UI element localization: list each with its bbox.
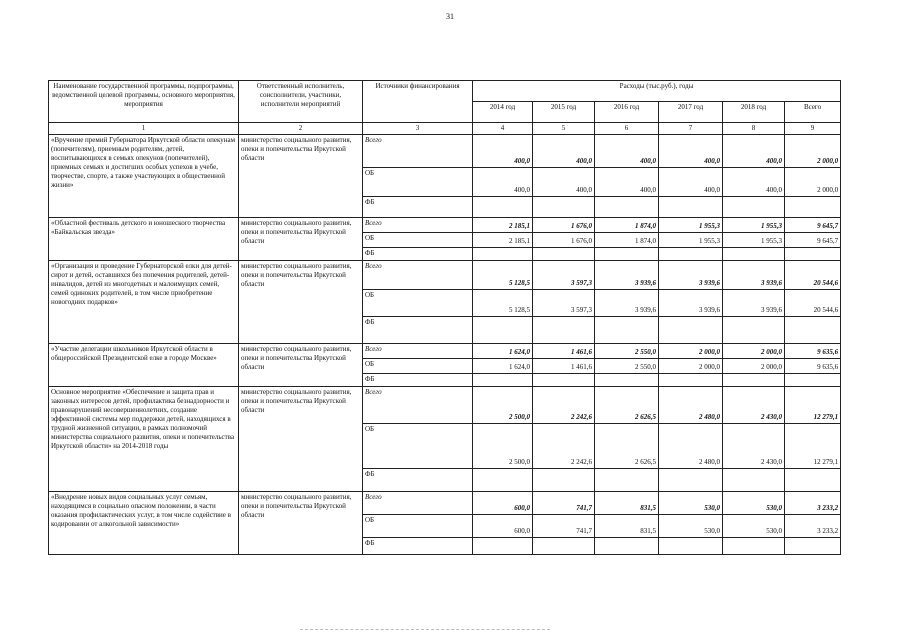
- fb-value: [595, 469, 659, 492]
- fb-value: [659, 374, 723, 387]
- fb-value: [533, 317, 595, 344]
- header-year: 2016 год: [595, 102, 659, 123]
- ob-value: 3 939,6: [723, 290, 785, 317]
- total-value: 9 645,7: [785, 218, 841, 233]
- activity-total-row: [49, 492, 841, 515]
- activity-responsible: министерство социального развития, опеки и попечительства Иркутской области: [239, 218, 363, 261]
- fb-value: [659, 538, 723, 555]
- column-number: 6: [595, 123, 659, 135]
- source-fb-label: ФБ: [363, 197, 473, 218]
- source-fb-label: ФБ: [363, 538, 473, 555]
- total-value: 20 544,6: [785, 261, 841, 290]
- scan-artifact-line: [300, 629, 550, 630]
- total-value: 1 955,3: [723, 218, 785, 233]
- fb-value: [785, 317, 841, 344]
- column-number: 2: [239, 123, 363, 135]
- fb-value: [659, 248, 723, 261]
- ob-value: 2 000,0: [659, 359, 723, 374]
- total-value: 9 635,6: [785, 344, 841, 359]
- fb-value: [533, 469, 595, 492]
- total-value: 2 185,1: [473, 218, 533, 233]
- column-number: 4: [473, 123, 533, 135]
- column-number: 8: [723, 123, 785, 135]
- fb-value: [723, 248, 785, 261]
- total-value: 400,0: [533, 135, 595, 168]
- total-value: 600,0: [473, 492, 533, 515]
- ob-value: 1 955,3: [723, 233, 785, 248]
- column-numbers-row: [49, 123, 841, 135]
- ob-value: 2 000,0: [723, 359, 785, 374]
- ob-value: 530,0: [723, 515, 785, 538]
- ob-value: 2 500,0: [473, 424, 533, 469]
- activity-name: «Организация и проведение Губернаторской елки для детей-сирот и детей, оставшихся без попечения родителей, детей-инвалидов, детей из многодетных и малоимущих семей, семей одиноких родителей, в том числе приобретение новогодних подарков»: [49, 261, 239, 344]
- fb-value: [785, 248, 841, 261]
- fb-value: [473, 248, 533, 261]
- ob-value: 600,0: [473, 515, 533, 538]
- source-ob-label: ОБ: [363, 359, 473, 374]
- total-value: 1 676,0: [533, 218, 595, 233]
- total-value: 400,0: [595, 135, 659, 168]
- total-value: 3 597,3: [533, 261, 595, 290]
- fb-value: [723, 317, 785, 344]
- activity-total-row: [49, 218, 841, 233]
- fb-value: [785, 197, 841, 218]
- column-number: 5: [533, 123, 595, 135]
- activity-total-row: [49, 261, 841, 290]
- total-value: 1 624,0: [473, 344, 533, 359]
- total-value: 530,0: [723, 492, 785, 515]
- source-fb-label: ФБ: [363, 469, 473, 492]
- total-value: 2 480,0: [659, 387, 723, 424]
- activity-name: «Вручение премий Губернатора Иркутской области опекунам (попечителям), приемным родителям, детей, воспитывающихся в семьях опекунов (попечителей), приемных семьях и достигших особых успехов в учебе, творчестве, спорте, а также участвующих в общественной жизни»: [49, 135, 239, 218]
- fb-value: [473, 197, 533, 218]
- ob-value: 400,0: [473, 168, 533, 197]
- expenses-table: [48, 80, 841, 555]
- fb-value: [659, 469, 723, 492]
- source-total-label: Всего: [363, 344, 473, 359]
- ob-value: 3 939,6: [595, 290, 659, 317]
- activity-total-row: [49, 344, 841, 359]
- ob-value: 3 597,3: [533, 290, 595, 317]
- ob-value: 2 430,0: [723, 424, 785, 469]
- ob-value: 12 279,1: [785, 424, 841, 469]
- total-value: 2 000,0: [785, 135, 841, 168]
- header-year: 2018 год: [723, 102, 785, 123]
- total-value: 1 874,0: [595, 218, 659, 233]
- activity-total-row: [49, 135, 841, 168]
- fb-value: [595, 248, 659, 261]
- source-total-label: Всего: [363, 135, 473, 168]
- total-value: 3 939,6: [659, 261, 723, 290]
- fb-value: [533, 538, 595, 555]
- header-year: 2017 год: [659, 102, 723, 123]
- source-ob-label: ОБ: [363, 233, 473, 248]
- total-value: 831,5: [595, 492, 659, 515]
- total-value: 2 500,0: [473, 387, 533, 424]
- total-value: 2 000,0: [723, 344, 785, 359]
- ob-value: 400,0: [723, 168, 785, 197]
- column-number: 1: [49, 123, 239, 135]
- fb-value: [785, 374, 841, 387]
- ob-value: 3 939,6: [659, 290, 723, 317]
- ob-value: 9 645,7: [785, 233, 841, 248]
- total-value: 2 430,0: [723, 387, 785, 424]
- ob-value: 1 874,0: [595, 233, 659, 248]
- source-ob-label: ОБ: [363, 168, 473, 197]
- fb-value: [595, 374, 659, 387]
- header-year: 2014 год: [473, 102, 533, 123]
- source-ob-label: ОБ: [363, 424, 473, 469]
- total-value: 2 242,6: [533, 387, 595, 424]
- fb-value: [533, 197, 595, 218]
- fb-value: [473, 374, 533, 387]
- total-value: 3 233,2: [785, 492, 841, 515]
- header-responsible: Ответственный исполнитель, соисполнители, участники, исполнители мероприятий: [239, 81, 363, 123]
- fb-value: [659, 197, 723, 218]
- total-value: 741,7: [533, 492, 595, 515]
- ob-value: 2 626,5: [595, 424, 659, 469]
- fb-value: [659, 317, 723, 344]
- activity-responsible: министерство социального развития, опеки и попечительства Иркутской области: [239, 135, 363, 218]
- ob-value: 20 544,6: [785, 290, 841, 317]
- ob-value: 2 550,0: [595, 359, 659, 374]
- header-sources: Источники финансирования: [363, 81, 473, 123]
- total-value: 3 939,6: [595, 261, 659, 290]
- ob-value: 1 624,0: [473, 359, 533, 374]
- activity-name: «Участие делегации школьников Иркутской области в общероссийской Президентской елке в городе Москве»: [49, 344, 239, 387]
- header-year: 2015 год: [533, 102, 595, 123]
- total-value: 2 000,0: [659, 344, 723, 359]
- activity-name: Основное мероприятие «Обеспечение и защита прав и законных интересов детей, профилактика безнадзорности и правонарушений несовершеннолетних, создание эффективной системы мер поддержки детей, находящихся в трудной жизненной ситуации, в рамках полномочий министерства социального развития, опеки и попечительства Иркутской области» на 2014-2018 годы: [49, 387, 239, 492]
- total-value: 1 955,3: [659, 218, 723, 233]
- header-total: Всего: [785, 102, 841, 123]
- fb-value: [473, 317, 533, 344]
- source-total-label: Всего: [363, 218, 473, 233]
- column-number: 3: [363, 123, 473, 135]
- ob-value: 2 480,0: [659, 424, 723, 469]
- ob-value: 1 676,0: [533, 233, 595, 248]
- activity-name: «Внедрение новых видов социальных услуг семьям, находящимся в социально опасном положении, в части оказания профилактических услуг, в том числе содействие в кодировании от алкогольной зависимости»: [49, 492, 239, 555]
- ob-value: 3 233,2: [785, 515, 841, 538]
- total-value: 2 626,5: [595, 387, 659, 424]
- fb-value: [595, 197, 659, 218]
- source-ob-label: ОБ: [363, 515, 473, 538]
- activity-responsible: министерство социального развития, опеки и попечительства Иркутской области: [239, 344, 363, 387]
- source-total-label: Всего: [363, 261, 473, 290]
- ob-value: 1 461,6: [533, 359, 595, 374]
- column-number: 9: [785, 123, 841, 135]
- total-value: 400,0: [723, 135, 785, 168]
- page-number: 31: [446, 12, 454, 21]
- ob-value: 400,0: [659, 168, 723, 197]
- ob-value: 400,0: [533, 168, 595, 197]
- fb-value: [723, 469, 785, 492]
- ob-value: 2 185,1: [473, 233, 533, 248]
- total-value: 12 279,1: [785, 387, 841, 424]
- activity-responsible: министерство социального развития, опеки и попечительства Иркутской области: [239, 387, 363, 492]
- ob-value: 1 955,3: [659, 233, 723, 248]
- activity-total-row: [49, 387, 841, 424]
- source-ob-label: ОБ: [363, 290, 473, 317]
- header-name: Наименование государственной программы, подпрограммы, ведомственной целевой программы, основного мероприятия, мероприятия: [49, 81, 239, 123]
- ob-value: 831,5: [595, 515, 659, 538]
- ob-value: 400,0: [595, 168, 659, 197]
- ob-value: 530,0: [659, 515, 723, 538]
- fb-value: [533, 374, 595, 387]
- ob-value: 5 128,5: [473, 290, 533, 317]
- ob-value: 2 000,0: [785, 168, 841, 197]
- fb-value: [785, 538, 841, 555]
- source-total-label: Всего: [363, 492, 473, 515]
- fb-value: [723, 538, 785, 555]
- fb-value: [723, 374, 785, 387]
- fb-value: [785, 469, 841, 492]
- total-value: 5 128,5: [473, 261, 533, 290]
- fb-value: [473, 469, 533, 492]
- total-value: 2 550,0: [595, 344, 659, 359]
- fb-value: [595, 538, 659, 555]
- activity-name: «Областной фестиваль детского и юношеского творчества «Байкальская звезда»: [49, 218, 239, 261]
- source-total-label: Всего: [363, 387, 473, 424]
- ob-value: 2 242,6: [533, 424, 595, 469]
- activity-responsible: министерство социального развития, опеки и попечительства Иркутской области: [239, 492, 363, 555]
- total-value: 400,0: [473, 135, 533, 168]
- source-fb-label: ФБ: [363, 317, 473, 344]
- ob-value: 9 635,6: [785, 359, 841, 374]
- activity-responsible: министерство социального развития, опеки и попечительства Иркутской области: [239, 261, 363, 344]
- total-value: 530,0: [659, 492, 723, 515]
- ob-value: 741,7: [533, 515, 595, 538]
- source-fb-label: ФБ: [363, 248, 473, 261]
- column-number: 7: [659, 123, 723, 135]
- fb-value: [595, 317, 659, 344]
- header-expenses: Расходы (тыс.руб.), годы: [473, 81, 841, 102]
- fb-value: [473, 538, 533, 555]
- total-value: 400,0: [659, 135, 723, 168]
- source-fb-label: ФБ: [363, 374, 473, 387]
- total-value: 1 461,6: [533, 344, 595, 359]
- fb-value: [723, 197, 785, 218]
- fb-value: [533, 248, 595, 261]
- total-value: 3 939,6: [723, 261, 785, 290]
